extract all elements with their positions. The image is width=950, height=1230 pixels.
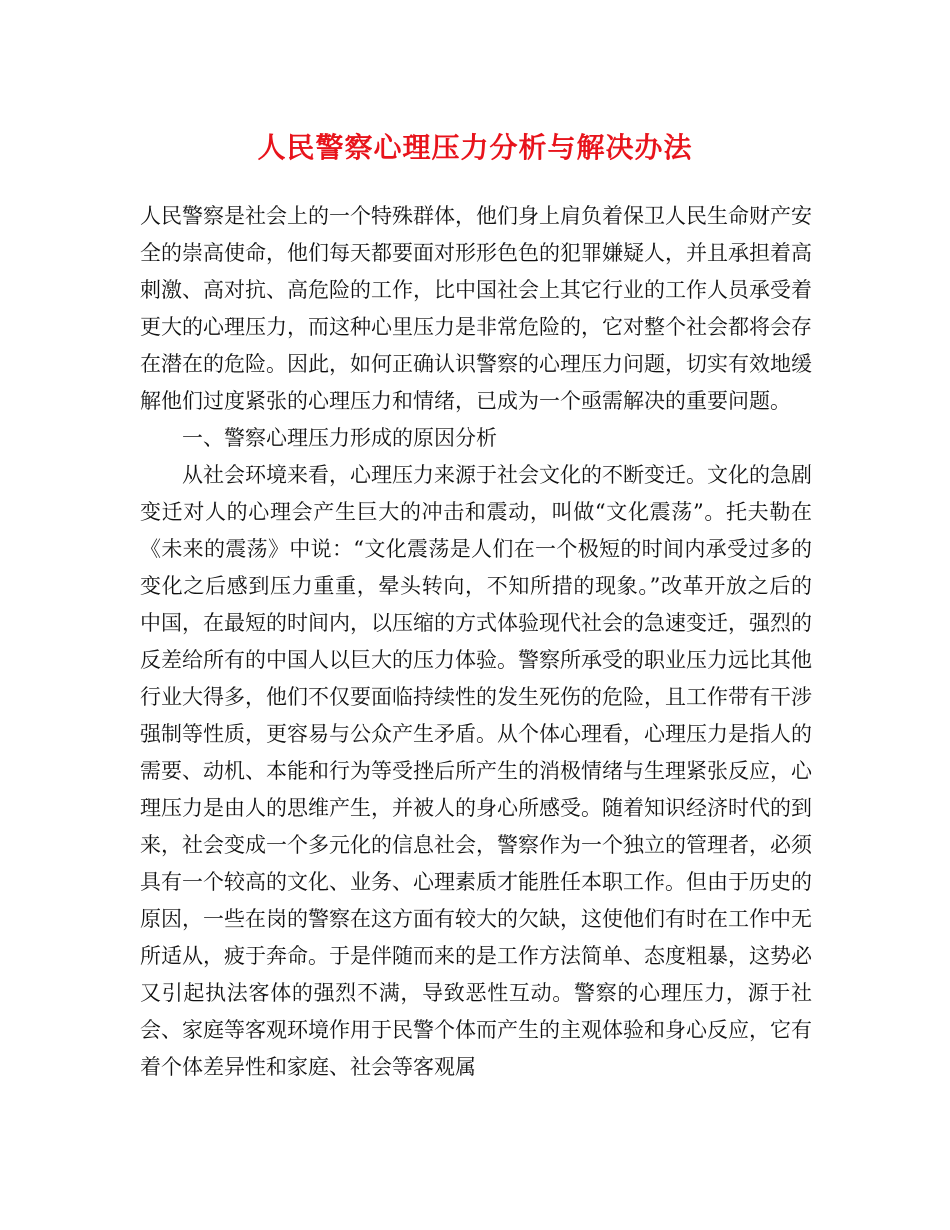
document-title: 人民警察心理压力分析与解决办法 <box>257 131 693 164</box>
paragraph-analysis: 从社会环境来看，心理压力来源于社会文化的不断变迁。文化的急剧变迁对人的心理会产生巨大的冲击和震动，叫做“文化震荡”。托夫勒在《未来的震荡》中说：“文化震荡是人们在一个极短的时间内承受过多的变化之后感到压力重重，晕头转向，不知所措的现象。”改革开放之后的中国，在最短的时间内，以压缩的方式体验现代社会的急速变迁，强烈的反差给所有的中国人以巨大的压力体验。警察所承受的职业压力远比其他行业大得多，他们不仅要面临持续性的发生死伤的危险，且工作带有干涉强制等性质，更容易与公众产生矛盾。从个体心理看，心理压力是指人的需要、动机、本能和行为等受挫后所产生的消极情绪与生理紧张反应，心理压力是由人的思维产生，并被人的身心所感受。随着知识经济时代的到来，社会变成一个多元化的信息社会，警察作为一个独立的管理者，必须具有一个较高的文化、业务、心理素质才能胜任本职工作。但由于历史的原因，一些在岗的警察在这方面有较大的欠缺，这使他们有时在工作中无所适从，疲于奔命。于是伴随而来的是工作方法简单、态度粗暴，这势必又引起执法客体的强烈不满，导致恶性互动。警察的心理压力，源于社会、家庭等客观环境作用于民警个体而产生的主观体验和身心反应，它有着个体差异性和家庭、社会等客观属 <box>140 463 812 1079</box>
document-body <box>140 198 812 1086</box>
paragraph-intro: 人民警察是社会上的一个特殊群体，他们身上肩负着保卫人民生命财产安全的崇高使命，他们每天都要面对形形色色的犯罪嫌疑人，并且承担着高刺激、高对抗、高危险的工作，比中国社会上其它行业的工作人员承受着更大的心理压力，而这种心里压力是非常危险的，它对整个社会都将会存在潜在的危险。因此，如何正确认识警察的心理压力问题，切实有效地缓解他们过度紧张的心理压力和情绪，已成为一个亟需解决的重要问题。 <box>140 204 812 413</box>
section-heading: 一、警察心理压力形成的原因分析 <box>182 426 497 450</box>
